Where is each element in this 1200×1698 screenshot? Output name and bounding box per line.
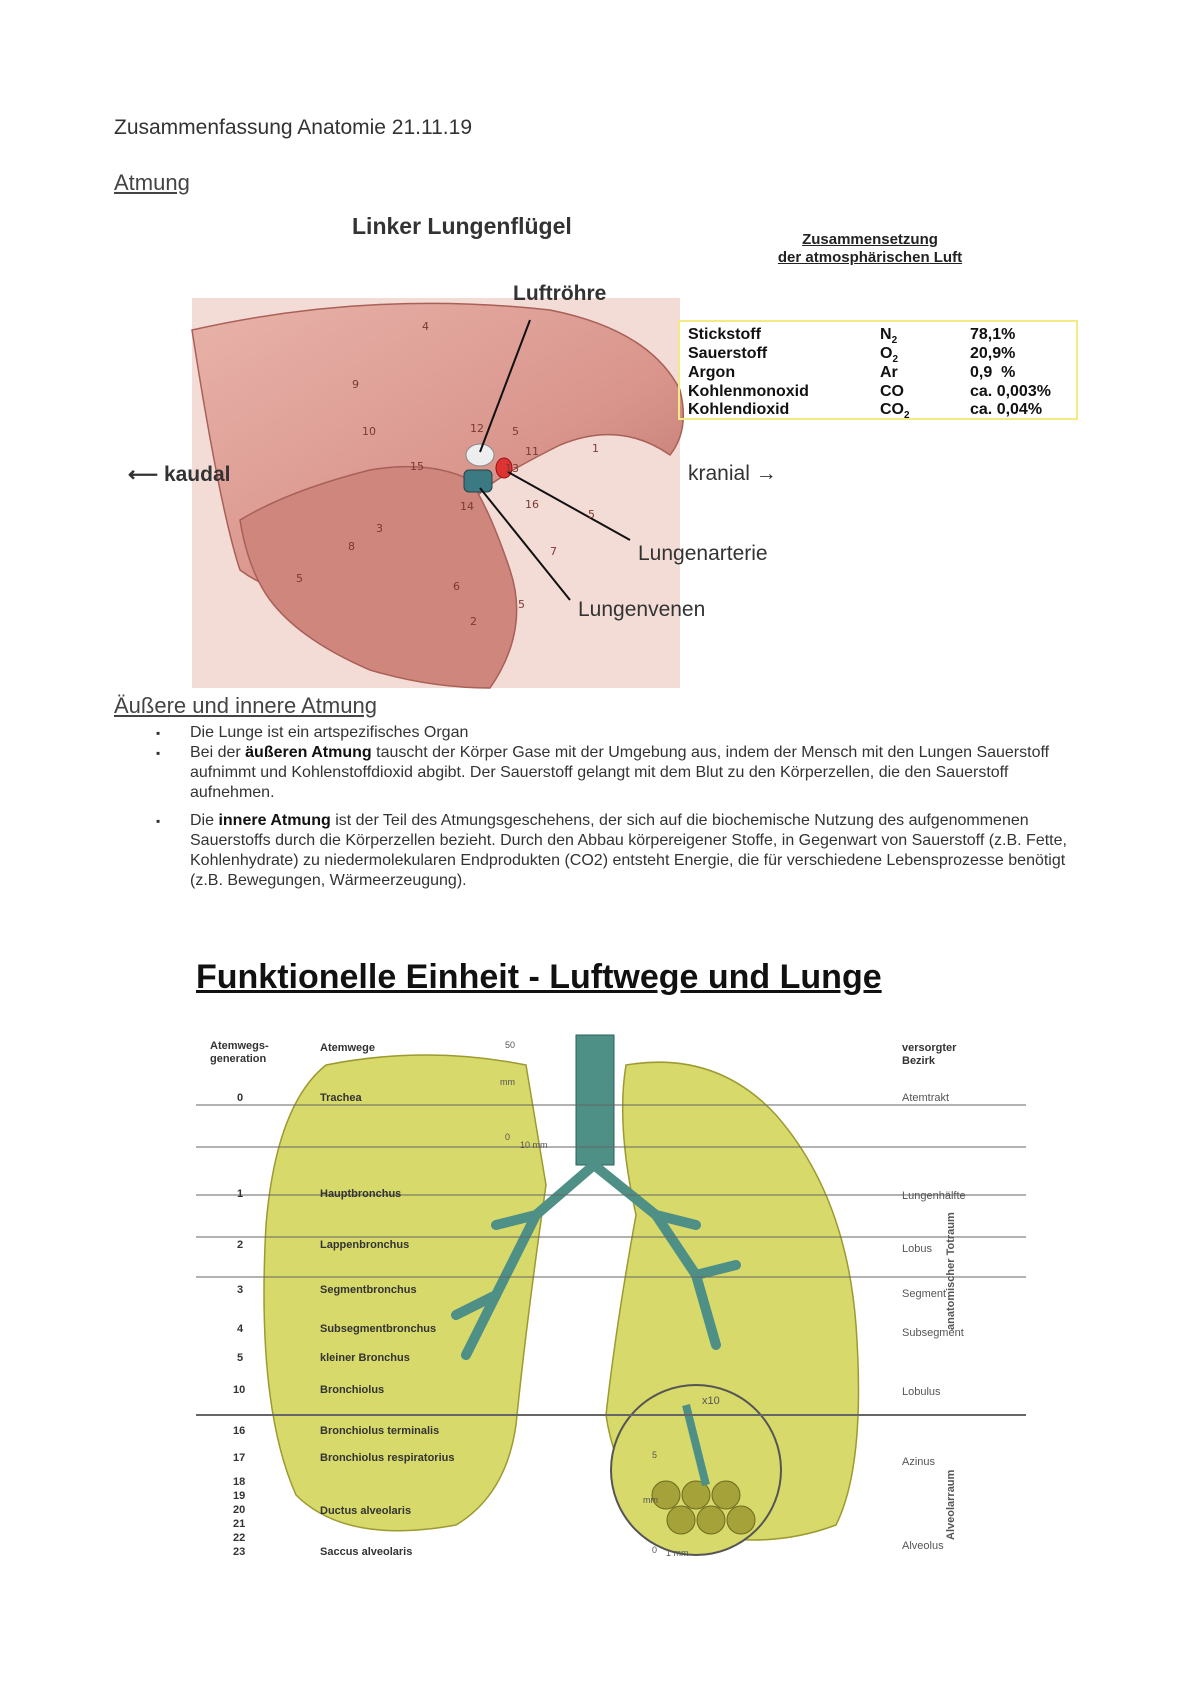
airway-name: Ductus alveolaris — [320, 1505, 412, 1517]
generation-number: 20 — [233, 1504, 246, 1516]
label-kranial: kranial — [688, 462, 750, 485]
air-title-line2: der atmosphärischen Luft — [777, 249, 963, 266]
gas-value: ca. 0,04% — [970, 401, 1043, 418]
airway-name: Lappenbronchus — [320, 1239, 410, 1251]
number-label: 11 — [525, 445, 539, 458]
side-label-dead-space: anatomischer Totraum — [945, 1212, 957, 1330]
gas-symbol: CO — [880, 383, 904, 400]
airway-name: Saccus alveolaris — [320, 1546, 413, 1558]
number-label: 5 — [518, 598, 525, 611]
label-lungenarterie: Lungenarterie — [638, 542, 768, 565]
generation-group — [233, 1475, 245, 1559]
number-label: 2 — [470, 615, 477, 628]
scale2-mm: mm — [643, 1495, 658, 1505]
arrow-kaudal: ⟵ kaudal — [128, 463, 231, 486]
gas-name: Kohlendioxid — [688, 401, 790, 418]
air-composition-title — [760, 231, 980, 267]
list-item: ▪ Bei der äußeren Atmung tauscht der Körper Gase mit der Umgebung aus, indem der Mensch mit den Lungen Sauerstoff aufnimmt und Kohlenstoffdioxid abgibt. Der Sauerstoff gelangt mit dem Blut zu den Körperzellen, die den Sauerstoff aufnehmen. — [156, 744, 1050, 801]
scale-mm: mm — [500, 1077, 515, 1087]
number-label: 13 — [505, 462, 519, 475]
airway-name: Bronchiolus respiratorius — [320, 1452, 455, 1464]
number-label: 5 — [588, 508, 595, 521]
label-lungenvenen: Lungenvenen — [578, 598, 706, 621]
column-header-generation: Atemwegs- generation — [210, 1040, 269, 1065]
supplied-area: Lobus — [902, 1243, 932, 1255]
number-label: 4 — [422, 320, 429, 333]
number-label: 5 — [512, 425, 519, 438]
airway-name: Hauptbronchus — [320, 1188, 402, 1200]
bullet-list — [156, 723, 1086, 891]
generation-number: 19 — [233, 1490, 246, 1502]
generation-number: 0 — [237, 1092, 244, 1104]
supplied-area: Lungenhälfte — [902, 1190, 966, 1202]
generation-number: 2 — [237, 1239, 244, 1251]
generation-number: 21 — [233, 1518, 246, 1530]
column-header-area: versorgter Bezirk — [902, 1042, 957, 1067]
number-label: 9 — [352, 378, 359, 391]
gas-value: 20,9% — [970, 345, 1016, 362]
scale-top: 50 — [505, 1040, 516, 1050]
number-label: 3 — [376, 522, 383, 535]
generation-number: 10 — [233, 1384, 246, 1396]
supplied-area: Alveolus — [902, 1540, 944, 1552]
gas-symbol: Ar — [880, 364, 898, 381]
scale2-zero: 0 — [652, 1545, 658, 1555]
generation-number: 17 — [233, 1452, 246, 1464]
list-item: ▪ Die innere Atmung ist der Teil des Atmungsgeschehens, der sich auf die biochemische Nutzung des aufgenommenen Sauerstoffs durch die Körperzellen bezieht. Durch den Abbau körpereigener Stoffe, in Gegenwart von Sauerstoff (z.B. Fette, Kohlenhydrate) zu niedermolekularen Endprodukten (CO2) entsteht Energie, die für verschiedene Lebensprozesse benötigt (z.B. Bewegungen, Wärmeerzeugung). — [156, 812, 1067, 889]
gas-symbol: $CO_2$ — [880, 401, 910, 422]
label-kaudal: kaudal — [163, 463, 231, 486]
scale2-unit: 1 mm — [666, 1548, 689, 1558]
generation-number: 4 — [237, 1323, 244, 1335]
column-header-airways: Atemwege — [320, 1042, 376, 1054]
label-luftroehre: Luftröhre — [513, 282, 607, 305]
gas-value: ca. 0,003% — [970, 383, 1051, 400]
number-label: 12 — [470, 422, 484, 435]
scale-zero: 0 — [505, 1132, 511, 1142]
airway-name: Bronchiolus — [320, 1384, 385, 1396]
generation-number: 16 — [233, 1425, 246, 1437]
generation-number: 3 — [237, 1284, 244, 1296]
number-label: 8 — [348, 540, 355, 553]
gas-symbol: $N_2$ — [880, 326, 898, 347]
side-label-alveolar-space: Alveolarraum — [945, 1469, 957, 1540]
document-title: Zusammenfassung Anatomie 21.11.19 — [114, 116, 472, 139]
number-label: 6 — [453, 580, 460, 593]
list-item: ▪ Die Lunge ist ein artspezifisches Organ — [156, 724, 469, 741]
gas-name: Kohlenmonoxid — [688, 383, 809, 400]
air-title-line1: Zusammensetzung — [802, 231, 938, 248]
number-label: 1 — [592, 442, 599, 455]
supplied-area: Azinus — [902, 1456, 936, 1468]
bullet-icon: ▪ — [156, 814, 161, 828]
gas-name: Stickstoff — [688, 326, 761, 343]
zoom-factor: x10 — [702, 1395, 720, 1407]
term-innere-atmung: innere Atmung — [218, 812, 331, 829]
number-label: 5 — [296, 572, 303, 585]
trachea-shape — [576, 1035, 614, 1165]
generation-number: 18 — [233, 1476, 246, 1488]
number-label: 15 — [410, 460, 424, 473]
supplied-area: Atemtrakt — [902, 1092, 950, 1104]
airway-name: Bronchiolus terminalis — [320, 1425, 440, 1437]
number-label: 10 — [362, 425, 376, 438]
supplied-area: Segment — [902, 1288, 947, 1300]
arrow-kranial: kranial → — [688, 462, 777, 485]
gas-name: Sauerstoff — [688, 345, 768, 362]
air-composition-table — [678, 320, 1078, 420]
airway-name: Subsegmentbronchus — [320, 1323, 437, 1335]
airway-name: Trachea — [320, 1092, 362, 1104]
functional-unit-title: Funktionelle Einheit - Luftwege und Lunge — [196, 958, 882, 996]
alveoli-zoom-circle — [611, 1385, 781, 1555]
bullet-icon: ▪ — [156, 726, 161, 740]
heading-aussere-innere-atmung: Äußere und innere Atmung — [114, 693, 377, 718]
number-label: 7 — [550, 545, 557, 558]
generation-number: 23 — [233, 1546, 246, 1558]
airway-name: Segmentbronchus — [320, 1284, 417, 1296]
generation-number: 1 — [237, 1188, 244, 1200]
bullet-icon: ▪ — [156, 746, 161, 760]
generation-number: 22 — [233, 1532, 246, 1544]
supplied-area: Subsegment — [902, 1327, 964, 1339]
gas-value: 78,1% — [970, 326, 1016, 343]
scale-unit: 10 mm — [520, 1140, 548, 1150]
generation-number: 5 — [237, 1352, 244, 1364]
trachea-stump — [466, 444, 494, 466]
gas-value: 0,9 % — [970, 364, 1016, 381]
airway-name: kleiner Bronchus — [320, 1352, 410, 1364]
gas-symbol: $O_2$ — [880, 345, 899, 366]
heading-atmung: Atmung — [114, 170, 190, 195]
number-label: 16 — [525, 498, 539, 511]
vein-stump — [464, 470, 492, 492]
term-aussere-atmung: äußeren Atmung — [245, 744, 372, 761]
scale2-top: 5 — [652, 1450, 658, 1460]
lung-figure-title: Linker Lungenflügel — [352, 213, 572, 239]
supplied-area: Lobulus — [902, 1386, 941, 1398]
number-label: 14 — [460, 500, 474, 513]
gas-name: Argon — [688, 364, 736, 381]
